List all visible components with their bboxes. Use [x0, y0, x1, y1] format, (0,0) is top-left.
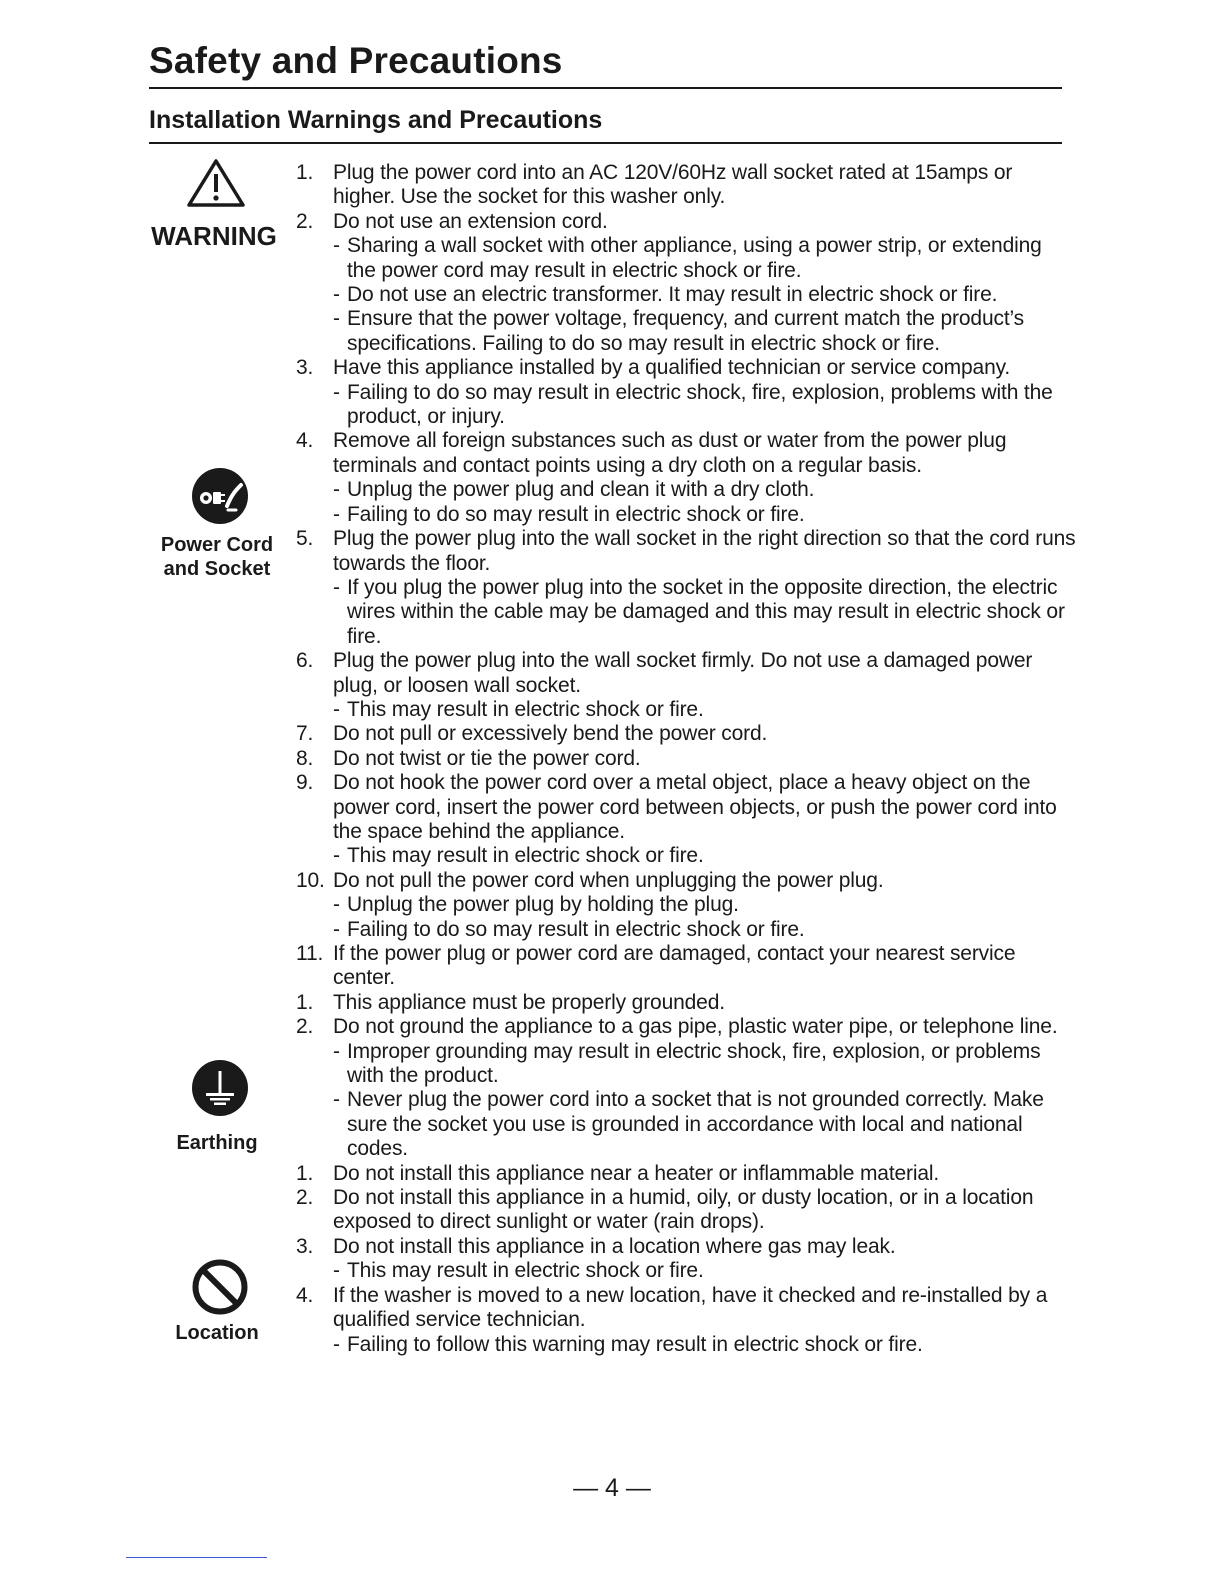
item-text: Do not use an extension cord. [333, 209, 608, 233]
list-item [296, 649, 1076, 722]
item-text: Plug the power plug into the wall socket in the right direction so that the cord runs towards the floor. [333, 527, 1076, 575]
sub-item: - Unplug the power plug and clean it with a dry cloth. [333, 478, 815, 502]
list-item [296, 722, 1076, 746]
item-text: Do not twist or tie the power cord. [333, 746, 641, 770]
item-number: 4. [296, 429, 314, 453]
location-label: Location [175, 1322, 259, 1344]
item-number: 2. [296, 1015, 314, 1039]
item-number: 1. [296, 161, 314, 184]
power-cord-label [149, 533, 285, 581]
sub-item: - Failing to do so may result in electric shock, fire, explosion, problems with the product, or injury. [333, 380, 1053, 429]
sub-item-text: This may result in electric shock or fire. [347, 697, 704, 721]
sub-item: - This may result in electric shock or fire. [333, 697, 704, 721]
list-item [296, 210, 1076, 356]
item-text: Do not pull or excessively bend the power cord. [333, 722, 768, 746]
item-number: 11. [296, 942, 324, 965]
sub-item-text: Failing to do so may result in electric shock or fire. [347, 502, 805, 526]
item-number: 8. [296, 746, 314, 770]
sub-item-text: Failing to follow this warning may result in electric shock or fire. [347, 1332, 923, 1356]
sub-item: - Do not use an electric transformer. It may result in electric shock or fire. [333, 283, 998, 307]
sub-item: - Never plug the power cord into a socket that is not grounded correctly. Make sure the socket you use is grounded in accordance with local and national codes. [333, 1088, 1044, 1161]
warning-label: WARNING [151, 221, 277, 251]
list-item [296, 747, 1076, 771]
sub-item-text: This may result in electric shock or fire. [347, 1259, 704, 1283]
sub-item: - Failing to follow this warning may result in electric shock or fire. [333, 1332, 923, 1356]
sub-item: - Improper grounding may result in electric shock, fire, explosion, or problems with the product. [333, 1039, 1041, 1088]
item-number: 1. [296, 990, 314, 1014]
unplug-icon [192, 468, 248, 524]
item-number: 1. [296, 1161, 314, 1185]
item-number: 6. [296, 649, 314, 673]
sub-item-text: Do not use an electric transformer. It may result in electric shock or fire. [347, 283, 998, 307]
item-text: Do not install this appliance in a location where gas may leak. [333, 1234, 896, 1258]
list-item [296, 161, 1076, 210]
list-item [296, 1186, 1076, 1235]
list-item [296, 869, 1076, 942]
item-text: Do not ground the appliance to a gas pipe, plastic water pipe, or telephone line. [333, 1015, 1058, 1039]
prohibited-icon [192, 1259, 248, 1315]
item-text: Remove all foreign substances such as dust or water from the power plug terminals and contact points using a dry cloth on a regular basis. [333, 429, 1007, 477]
list-item [296, 1284, 1076, 1357]
list-item [296, 527, 1076, 649]
sub-item-text: Improper grounding may result in electric shock, fire, explosion, or problems with the product. [347, 1039, 1041, 1088]
item-text: Have this appliance installed by a qualified technician or service company. [333, 356, 1011, 380]
list-item [296, 1235, 1076, 1284]
item-text: Plug the power plug into the wall socket firmly. Do not use a damaged power plug, or loosen wall socket. [333, 649, 1033, 697]
sub-item-text: Never plug the power cord into a socket that is not grounded correctly. Make sure the socket you use is grounded in accordance with local and national codes. [347, 1088, 1044, 1161]
item-number: 5. [296, 527, 314, 551]
item-number: 3. [296, 1234, 314, 1258]
sub-item-text: Sharing a wall socket with other appliance, using a power strip, or extending the power cord may result in electric shock or fire. [347, 234, 1042, 282]
ground-icon [192, 1060, 248, 1116]
item-text: Do not pull the power cord when unplugging the power plug. [333, 868, 884, 892]
sub-item: - Ensure that the power voltage, frequency, and current match the product’s specifications. Failing to do so may result in electric shock or fire. [333, 307, 1025, 355]
sub-item: - Failing to do so may result in electric shock or fire. [333, 917, 805, 941]
item-number: 2. [296, 1186, 314, 1210]
item-text: Do not hook the power cord over a metal object, place a heavy object on the power cord, insert the power cord between objects, or push the power cord into the space behind the appliance. [333, 771, 1057, 843]
item-text: If the washer is moved to a new location, have it checked and re-installed by a qualified service technician. [333, 1283, 1048, 1332]
section-subtitle: Installation Warnings and Precautions [149, 106, 603, 134]
sub-item-text: Failing to do so may result in electric shock or fire. [347, 917, 805, 941]
item-number: 7. [296, 722, 314, 746]
warning-triangle-icon [186, 158, 246, 208]
sub-item-text: Unplug the power plug by holding the plug. [347, 893, 739, 917]
sub-item-text: Ensure that the power voltage, frequency, and current match the product’s specifications. Failing to do so may result in electric shock or fire. [347, 307, 1025, 355]
sub-item: - Unplug the power plug by holding the plug. [333, 893, 739, 917]
list-item [296, 356, 1076, 429]
power-cord-label-line1: Power Cord [160, 534, 274, 556]
sub-item: - Failing to do so may result in electric shock or fire. [333, 502, 805, 526]
item-number: 9. [296, 771, 314, 795]
sub-item: - If you plug the power plug into the socket in the opposite direction, the electric wires within the cable may be damaged and this may result in electric shock or fire. [333, 575, 1065, 648]
item-text: Do not install this appliance in a humid, oily, or dusty location, or in a location exposed to direct sunlight or water (rain drops). [333, 1186, 1034, 1234]
list-item [296, 1015, 1076, 1161]
footer-rule [126, 1557, 267, 1558]
item-number: 3. [296, 356, 314, 380]
sub-item-text: This may result in electric shock or fire. [347, 844, 704, 868]
title-divider [149, 87, 1062, 89]
page-number: — 4 — [573, 1474, 651, 1502]
list-item [296, 429, 1076, 527]
list-item [296, 942, 1076, 991]
sub-item-text: Failing to do so may result in electric shock, fire, explosion, problems with the product, or injury. [347, 380, 1053, 429]
item-text: This appliance must be properly grounded. [333, 990, 725, 1014]
power-cord-label-line2: and Socket [163, 558, 271, 580]
list-item [296, 991, 1076, 1015]
item-number: 2. [296, 209, 314, 233]
page-title: Safety and Precautions [149, 40, 563, 81]
sub-item: - This may result in electric shock or fire. [333, 844, 704, 868]
item-number: 10. [296, 868, 325, 892]
sub-item-text: If you plug the power plug into the socket in the opposite direction, the electric wires within the cable may be damaged and this may result in electric shock or fire. [347, 575, 1065, 648]
item-text: Plug the power cord into an AC 120V/60Hz wall socket rated at 15amps or higher. Use the socket for this washer only. [333, 161, 1013, 209]
sub-item: - This may result in electric shock or fire. [333, 1259, 704, 1283]
sub-item-text: Unplug the power plug and clean it with a dry cloth. [347, 478, 815, 502]
subtitle-divider [149, 142, 1062, 144]
sub-item: - Sharing a wall socket with other appliance, using a power strip, or extending the power cord may result in electric shock or fire. [333, 234, 1042, 282]
item-number: 4. [296, 1283, 314, 1307]
list-item [296, 1162, 1076, 1186]
list-item [296, 771, 1076, 869]
item-text: Do not install this appliance near a heater or inflammable material. [333, 1161, 940, 1185]
earthing-label: Earthing [176, 1132, 258, 1154]
precautions-list [296, 161, 1076, 1357]
item-text: If the power plug or power cord are damaged, contact your nearest service center. [333, 942, 1016, 990]
